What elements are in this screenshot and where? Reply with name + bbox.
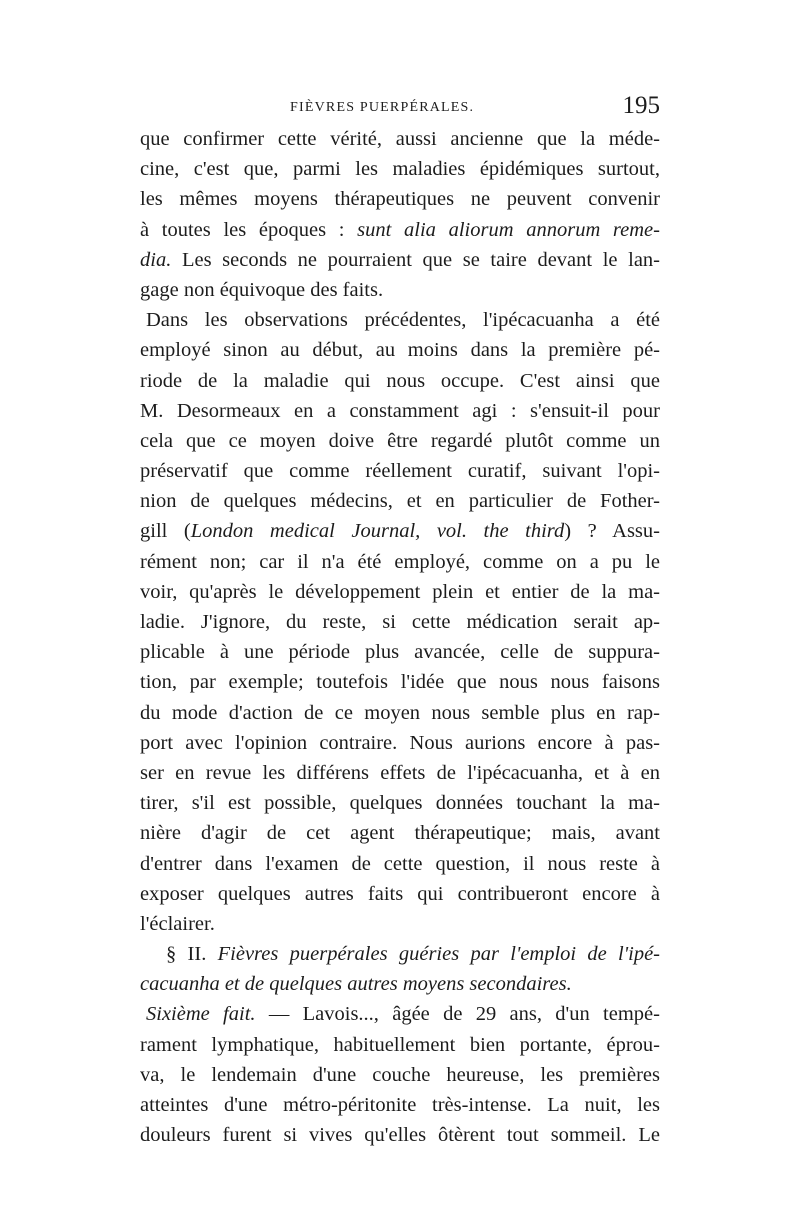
text-span: les mêmes moyens thérapeutiques ne peuvent convenir bbox=[140, 188, 660, 211]
text-line bbox=[140, 758, 660, 788]
text-line bbox=[140, 577, 660, 607]
text-line bbox=[140, 1060, 660, 1090]
text-span: que confirmer cette vérité, aussi ancienne que la méde- bbox=[140, 128, 660, 150]
text-span: atteintes d'une métro-péritonite très-intense. La nuit, les bbox=[140, 1094, 660, 1116]
text-line bbox=[140, 366, 660, 396]
running-head-title: FIÈVRES PUERPÉRALES. bbox=[290, 100, 475, 115]
italic-span: Sixième fait. bbox=[146, 1003, 256, 1026]
text-span: à toutes les époques : bbox=[140, 218, 358, 241]
text-span: Les seconds ne pourraient que se taire devant le lan- bbox=[171, 248, 660, 271]
text-span: exposer quelques autres faits qui contribueront encore à bbox=[140, 882, 660, 905]
italic-span: cacuanha et de quelques autres moyens secondaires. bbox=[140, 973, 572, 996]
italic-span: Fièvres puerpérales guéries par l'emploi de l'ipé- bbox=[217, 943, 661, 966]
text-line bbox=[140, 607, 660, 637]
text-line bbox=[140, 1030, 660, 1060]
text-span: cela que ce moyen doive être regardé plutôt comme un bbox=[140, 429, 660, 452]
text-span: rément non; car il n'a été employé, comme on a pu le bbox=[140, 550, 660, 573]
text-line bbox=[140, 275, 660, 305]
text-line bbox=[140, 728, 660, 758]
text-line bbox=[140, 818, 660, 848]
text-span: riode de la maladie qui nous occupe. C'est ainsi que bbox=[140, 369, 660, 392]
text-span: nion de quelques médecins, et en particulier de Fother- bbox=[140, 490, 660, 513]
text-line bbox=[140, 637, 660, 667]
page-number: 195 bbox=[622, 92, 660, 119]
running-head bbox=[140, 92, 660, 122]
text-line bbox=[140, 426, 660, 456]
text-span: § II. bbox=[166, 943, 218, 966]
text-span: du mode d'action de ce moyen nous semble plus en rap- bbox=[140, 701, 660, 724]
text-line bbox=[140, 788, 660, 818]
text-line bbox=[140, 305, 660, 335]
text-span: voir, qu'après le développement plein et entier de la ma- bbox=[140, 580, 660, 603]
body-text bbox=[140, 124, 660, 1150]
text-span: Dans les observations précédentes, l'ipécacuanha a été bbox=[146, 309, 660, 332]
text-span: nière d'agir de cet agent thérapeutique; mais, avant bbox=[140, 822, 660, 845]
text-line bbox=[140, 215, 660, 245]
text-line bbox=[140, 999, 660, 1029]
text-line bbox=[140, 849, 660, 879]
text-line bbox=[140, 396, 660, 426]
text-line bbox=[140, 245, 660, 275]
text-line bbox=[140, 909, 660, 939]
text-span: préservatif que comme réellement curatif, suivant l'opi- bbox=[140, 460, 660, 483]
text-span: ladie. J'ignore, du reste, si cette médication serait ap- bbox=[140, 611, 660, 633]
text-line bbox=[140, 124, 660, 154]
text-span: tion, par exemple; toutefois l'idée que nous nous faisons bbox=[140, 671, 660, 694]
text-span: rament lymphatique, habituellement bien portante, éprou- bbox=[140, 1033, 660, 1056]
text-line bbox=[140, 1090, 660, 1120]
text-line bbox=[140, 1120, 660, 1150]
text-line bbox=[140, 698, 660, 728]
text-span: gage non équivoque des faits. bbox=[140, 278, 384, 301]
text-line bbox=[140, 547, 660, 577]
text-line bbox=[140, 184, 660, 214]
italic-span: dia. bbox=[140, 248, 172, 271]
text-span: gill ( bbox=[140, 520, 191, 543]
text-line bbox=[140, 486, 660, 516]
text-span: d'entrer dans l'examen de cette question, il nous reste à bbox=[140, 852, 660, 875]
text-span: port avec l'opinion contraire. Nous aurions encore à pas- bbox=[140, 731, 660, 754]
text-span: douleurs furent si vives qu'elles ôtèrent tout sommeil. Le bbox=[140, 1124, 660, 1147]
text-line bbox=[140, 667, 660, 697]
text-span: M. Desormeaux en a constamment agi : s'ensuit-il pour bbox=[140, 399, 660, 422]
text-line bbox=[140, 456, 660, 486]
text-line bbox=[140, 154, 660, 184]
italic-span: sunt alia aliorum annorum reme- bbox=[357, 218, 660, 241]
text-span: l'éclairer. bbox=[140, 912, 215, 935]
text-span: tirer, s'il est possible, quelques données touchant la ma- bbox=[140, 792, 660, 815]
text-span: ser en revue les différens effets de l'ipécacuanha, et à en bbox=[140, 761, 660, 784]
text-span: — Lavois..., âgée de 29 ans, d'un tempé- bbox=[255, 1003, 660, 1026]
text-span: ) ? Assu- bbox=[564, 520, 660, 543]
text-span: employé sinon au début, au moins dans la première pé- bbox=[140, 339, 660, 362]
italic-span: London medical Journal, vol. the third bbox=[190, 520, 565, 543]
text-span: va, le lendemain d'une couche heureuse, les premières bbox=[140, 1063, 660, 1086]
text-line bbox=[140, 516, 660, 546]
text-line bbox=[140, 335, 660, 365]
text-span: plicable à une période plus avancée, celle de suppura- bbox=[140, 641, 660, 664]
text-line bbox=[140, 879, 660, 909]
text-line bbox=[140, 939, 660, 969]
text-span: cine, c'est que, parmi les maladies épidémiques surtout, bbox=[140, 158, 660, 181]
text-line bbox=[140, 969, 660, 999]
